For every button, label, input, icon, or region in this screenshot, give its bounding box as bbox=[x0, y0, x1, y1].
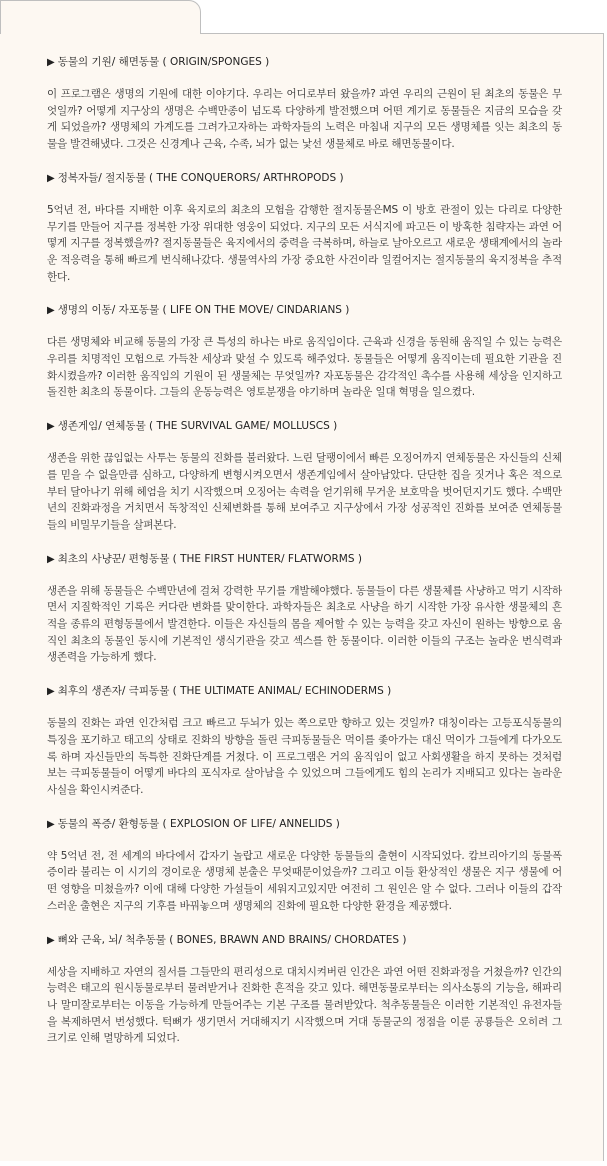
episode-section bbox=[47, 551, 562, 667]
episode-list bbox=[47, 54, 562, 1064]
episode-section bbox=[47, 54, 562, 153]
bullet-arrow-icon: ▶ bbox=[47, 305, 55, 317]
episode-section bbox=[47, 302, 562, 401]
tab-joint bbox=[1, 32, 200, 35]
episode-title: ▶ 생명의 이동/ 자포동물 ( LIFE ON THE MOVE/ CINDARIANS ) bbox=[47, 304, 350, 317]
episode-description: 동물의 진화는 과연 인간처럼 크고 빠르고 두뇌가 있는 쪽으로만 향하고 있는 것일까? 대칭이라는 고등포식동물의 특징을 포기하고 태고의 상태로 진화의 방향을 돌린 극피동물들은 먹이를 좇아가는 대신 먹이가 그들에게 다가오도록 하며 자신들만의 독특한 진화단계를 거쳤다. 이 프로그램은 거의 움직임이 없고 사회생활을 하지 못하는 것처럼 보는 극피동물들이 어떻게 바다의 포식자로 살아남을 수 있었으며 그들에게도 힘의 논리가 지배되고 있다는 놀라운 사실을 확인시켜준다. bbox=[47, 717, 562, 796]
tab[interactable] bbox=[0, 0, 201, 34]
episode-description: 5억년 전, 바다를 지배한 이후 육지로의 최초의 모험을 감행한 절지동물은MS 이 방호 관절이 있는 다리로 다양한 무기를 만들어 지구를 정복한 가장 위대한 영웅이 되었다. 지구의 모든 서식지에 파고든 이 방혹한 침략자는 과연 어떻게 지구를 정복했을까? 절지동물들은 육지에서의 중력을 극복하며, 하늘로 날아오르고 새로운 생태계에서의 놀라운 적응력을 통해 빠르게 번식해나갔다. 생물역사의 가장 중요한 사건이라 일컬어지는 절지동물의 육지정복을 추적한다. bbox=[47, 203, 562, 283]
episode-description: 생존을 위해 동물들은 수백만년에 걸쳐 강력한 무기를 개발해야했다. 동물들이 다른 생물체를 사냥하고 먹기 시작하면서 지질학적인 기록은 커다란 변화를 맞이한다. 과학자들은 최초로 사냥을 하기 시작한 가장 유사한 생물체의 흔적을 종류의 편형동물에서 발견한다. 이들은 자신들의 몸을 제어할 수 있는 능력을 갖고 자신이 원하는 방향으로 움직인 최초의 동물인 동시에 기본적인 생식기관을 갖고 섹스를 한 동물이다. 이러한 이들의 구조는 놀라운 번식력과 생존력을 가능하게 했다. bbox=[47, 584, 562, 664]
bullet-arrow-icon: ▶ bbox=[47, 934, 55, 946]
bullet-arrow-icon: ▶ bbox=[47, 818, 55, 830]
episode-section bbox=[47, 816, 562, 915]
episode-description: 다른 생명체와 비교해 동물의 가장 큰 특성의 하나는 바로 움직임이다. 근육과 신경을 동원해 움직일 수 있는 능력은 우리를 치명적인 모험으로 가득찬 세상과 맞설 수 있도록 해주었다. 동물들은 어떻게 움직이는데 필요한 기관을 진화시켰을까? 이러한 움직임의 기원이 된 생물체는 무엇일까? 자포동물은 감각적인 촉수를 사용해 세상을 인지하고 돌진한 최초의 동물이다. 그들의 운동능력은 영토분쟁을 야기하며 놀라운 일대 혁명을 일으켰다. bbox=[47, 336, 562, 399]
bullet-arrow-icon: ▶ bbox=[47, 553, 55, 565]
episode-description: 세상을 지배하고 자연의 질서를 그들만의 편리성으로 대치시켜버린 인간은 과연 어떤 진화과정을 거쳤을까? 인간의 능력은 태고의 원시동물로부터 물려받거나 진화한 흔적을 갖고 있다. 해면동물로부터는 의사소통의 기능을, 해파리나 말미잘로부터는 이동을 가능하게 만들어주는 기본 구조를 물려받았다. 척추동물들은 이러한 기본적인 유전자들을 복제하면서 번성했다. 턱뼈가 생기면서 거대해지기 시작했으며 거대 동물군의 정점을 이룬 공룡들은 오히려 그 크기로 인해 멸망하게 되었다. bbox=[47, 965, 562, 1045]
episode-title: ▶ 최초의 사냥꾼/ 편형동물 ( THE FIRST HUNTER/ FLATWORMS ) bbox=[47, 552, 362, 565]
bullet-arrow-icon: ▶ bbox=[47, 421, 55, 433]
episode-title: ▶ 동물의 폭증/ 환형동물 ( EXPLOSION OF LIFE/ ANNELIDS ) bbox=[47, 817, 340, 830]
episode-title: ▶ 동물의 기원/ 해면동물 ( ORIGIN/SPONGES ) bbox=[47, 56, 270, 68]
bullet-arrow-icon: ▶ bbox=[47, 172, 55, 184]
episode-section bbox=[47, 683, 562, 799]
episode-section bbox=[47, 932, 562, 1048]
episode-section bbox=[47, 170, 562, 286]
episode-title: ▶ 뼈와 근육, 뇌/ 척추동물 ( BONES, BRAWN AND BRAINS/ CHORDATES ) bbox=[47, 933, 407, 946]
bullet-arrow-icon: ▶ bbox=[47, 686, 55, 698]
bullet-arrow-icon: ▶ bbox=[47, 57, 55, 68]
episode-title: ▶ 정복자들/ 절지동물 ( THE CONQUERORS/ ARTHROPODS ) bbox=[47, 171, 344, 184]
episode-description: 이 프로그램은 생명의 기원에 대한 이야기다. 우리는 어디로부터 왔을까? 과연 우리의 근원이 된 최초의 동물은 무엇일까? 어떻게 지구상의 생명은 수백만종이 넘도록 다양하게 발전했으며 어떤 계기로 동물들은 지금의 모습을 갖게 되었을까? 생명체의 가계도를 그려가고자하는 과학자들의 노력은 마침내 지구의 모든 생명체를 잇는 최초의 동물을 발견해냈다. 그것은 신경계나 근육, 수족, 뇌가 없는 낯선 생물체로 바로 해면동물이다. bbox=[47, 88, 562, 151]
episode-title: ▶ 최후의 생존자/ 극피동물 ( THE ULTIMATE ANIMAL/ ECHINODERMS ) bbox=[47, 685, 392, 698]
episode-title: ▶ 생존게임/ 연체동물 ( THE SURVIVAL GAME/ MOLLUSCS ) bbox=[47, 420, 338, 433]
episode-description: 생존을 위한 끊임없는 사투는 동물의 진화를 불러왔다. 느린 달팽이에서 빠른 오징어까지 연체동물은 자신들의 신체를 믿을 수 없을만큼 심하고, 다양하게 변형시켜오면서 생존게임에서 살아남았다. 단단한 집을 짓거나 혹은 적으로부터 달아나기 위해 헤엄을 치기 시작했으며 오징어는 속력을 얻기위해 무거운 보호막을 벗어던지기도 했다. 수백만년의 진화과정을 거치면서 독창적인 신체변화를 통해 보여주고 지구상에서 가장 성공적인 진화를 보여준 연체동물들의 비밀무기들을 살펴본다. bbox=[47, 452, 562, 531]
episode-description: 약 5억년 전, 전 세계의 바다에서 갑자기 놀랍고 새로운 다양한 동물들의 출현이 시작되었다. 캄브리아기의 동물폭증이라 불리는 이 시기의 경이로운 생명체 분출은 무엇때문이었을까? 그리고 이들 환상적인 생물은 지구 생물에 어떤 영향을 미쳤을까? 이에 대해 다양한 가설들이 세워지고있지만 여전히 그 원인은 알 수 없다. 그러나 이들의 갑작스러운 출현은 지구의 기후를 바꿔놓으며 생명체의 진화에 필요한 다양한 환경을 제공했다. bbox=[47, 849, 562, 912]
episode-section bbox=[47, 418, 562, 534]
